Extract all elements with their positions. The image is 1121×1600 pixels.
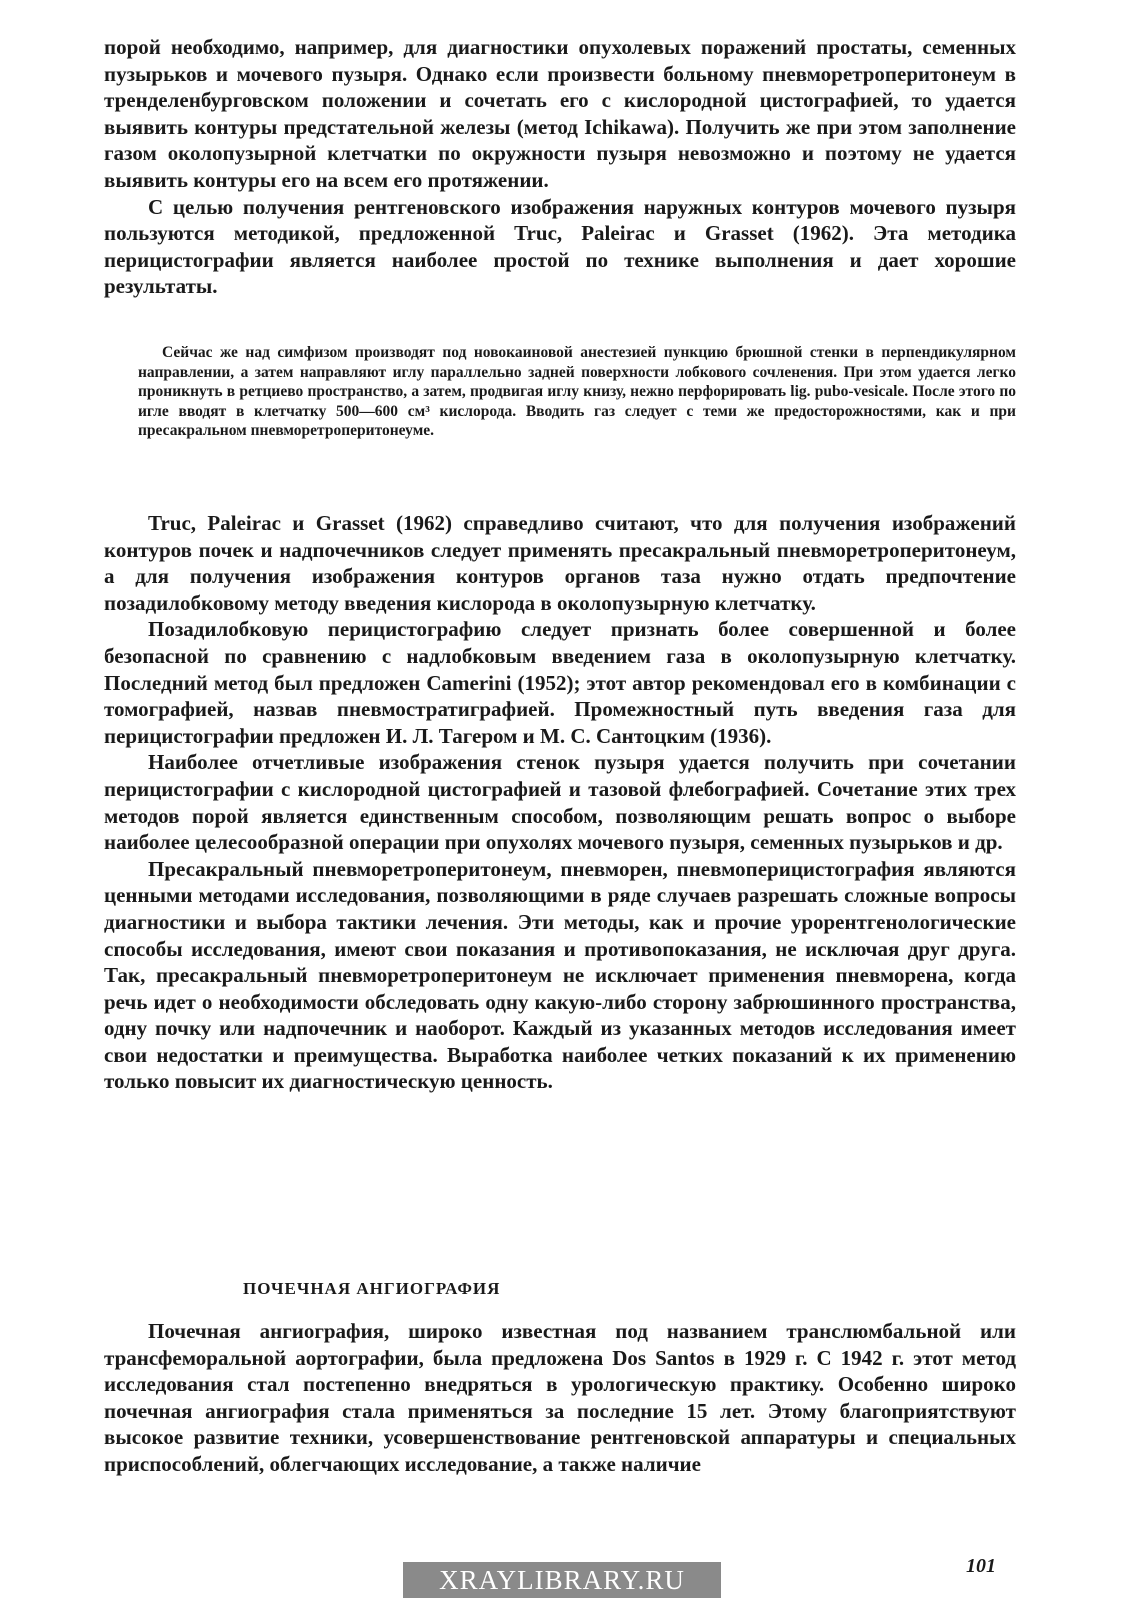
- page-number: 101: [966, 1555, 996, 1577]
- paragraph: порой необходимо, например, для диагностики опухолевых поражений простаты, семенных пузырьков и мочевого пузыря. Однако если произвести больному пневморетроперитонеум в тренделенбурговском положении и сочетать его с кислородной цистографией, то удается выявить контуры предстательной железы (метод Ichikawa). Получить же при этом заполнение газом околопузырной клетчатки по окружности пузыря невозможно и поэтому не удается выявить контуры его на всем его протяжении.: [104, 35, 1016, 192]
- section-heading: ПОЧЕЧНАЯ АНГИОГРАФИЯ: [243, 1279, 501, 1298]
- paragraph: Пресакральный пневморетроперитонеум, пневморен, пневмоперицистография являются ценными методами исследования, позволяющими в ряде случаев разрешать сложные вопросы диагностики и выбора тактики лечения. Эти методы, как и прочие урорентгенологические способы исследования, имеют свои показания и противопоказания, не исключая друг друга. Так, пресакральный пневморетроперитонеум не исключает применения пневморена, когда речь идет о необходимости обследовать одну какую-либо сторону забрюшинного пространства, одну почку или надпочечник и наоборот. Каждый из указанных методов исследования имеет свои недостатки и преимущества. Выработка наиболее четких показаний к их применению только повысит их диагностическую ценность.: [104, 856, 1016, 1094]
- small-paragraph: Сейчас же над симфизом производят под новокаиновой анестезией пункцию брюшной стенки в перпендикулярном направлении, а затем направляют иглу параллельно задней поверхности лобкового сочленения. При этом удается легко проникнуть в ретциево пространство, а затем, продвигая иглу книзу, нежно перфорировать lig. pubo-vesicale. После этого по игле вводят в клетчатку 500—600 см³ кислорода. Вводить газ следует с теми же предосторожностями, как и при пресакральном пневморетроперитонеуме.: [138, 344, 1016, 439]
- paragraph: С целью получения рентгеновского изображения наружных контуров мочевого пузыря пользуются методикой, предложенной Truc, Paleirac и Grasset (1962). Эта методика перицистографии является наиболее простой по технике выполнения и дает хорошие результаты.: [104, 194, 1016, 299]
- small-print-block: [138, 343, 1016, 441]
- text-block-top: [104, 34, 1016, 300]
- text-block-bottom: [104, 1318, 1016, 1478]
- watermark: XRAYLIBRARY.RU: [403, 1562, 721, 1598]
- text-block-middle: [104, 510, 1016, 1095]
- paragraph: Наиболее отчетливые изображения стенок пузыря удается получить при сочетании перицистографии с кислородной цистографией и тазовой флебографией. Сочетание этих трех методов порой является единственным способом, позволяющим решать вопрос о выборе наиболее целесообразной операции при опухолях мочевого пузыря, семенных пузырьков и др.: [104, 750, 1016, 855]
- paragraph: Почечная ангиография, широко известная под названием транслюмбальной или трансфеморальной аортографии, была предложена Dos Santos в 1929 г. С 1942 г. этот метод исследования стал постепенно внедряться в урологическую практику. Особенно широко почечная ангиография стала применяться за последние 15 лет. Этому благоприятствуют высокое развитие техники, усовершенствование рентгеновской аппаратуры и специальных приспособлений, облегчающих исследование, а также наличие: [104, 1319, 1016, 1476]
- paragraph: Truc, Paleirac и Grasset (1962) справедливо считают, что для получения изображений контуров почек и надпочечников следует применять пресакральный пневморетроперитонеум, а для получения изображения контуров органов таза нужно отдать предпочтение позадилобковому методу введения кислорода в околопузырную клетчатку.: [104, 511, 1016, 615]
- paragraph: Позадилобковую перицистографию следует признать более совершенной и более безопасной по сравнению с надлобковым введением газа в околопузырную клетчатку. Последний метод был предложен Camerini (1952); этот автор рекомендовал его в комбинации с томографией, назвав пневмостратиграфией. Промежностный путь введения газа для перицистографии предложен И. Л. Тагером и М. С. Сантоцким (1936).: [104, 617, 1016, 748]
